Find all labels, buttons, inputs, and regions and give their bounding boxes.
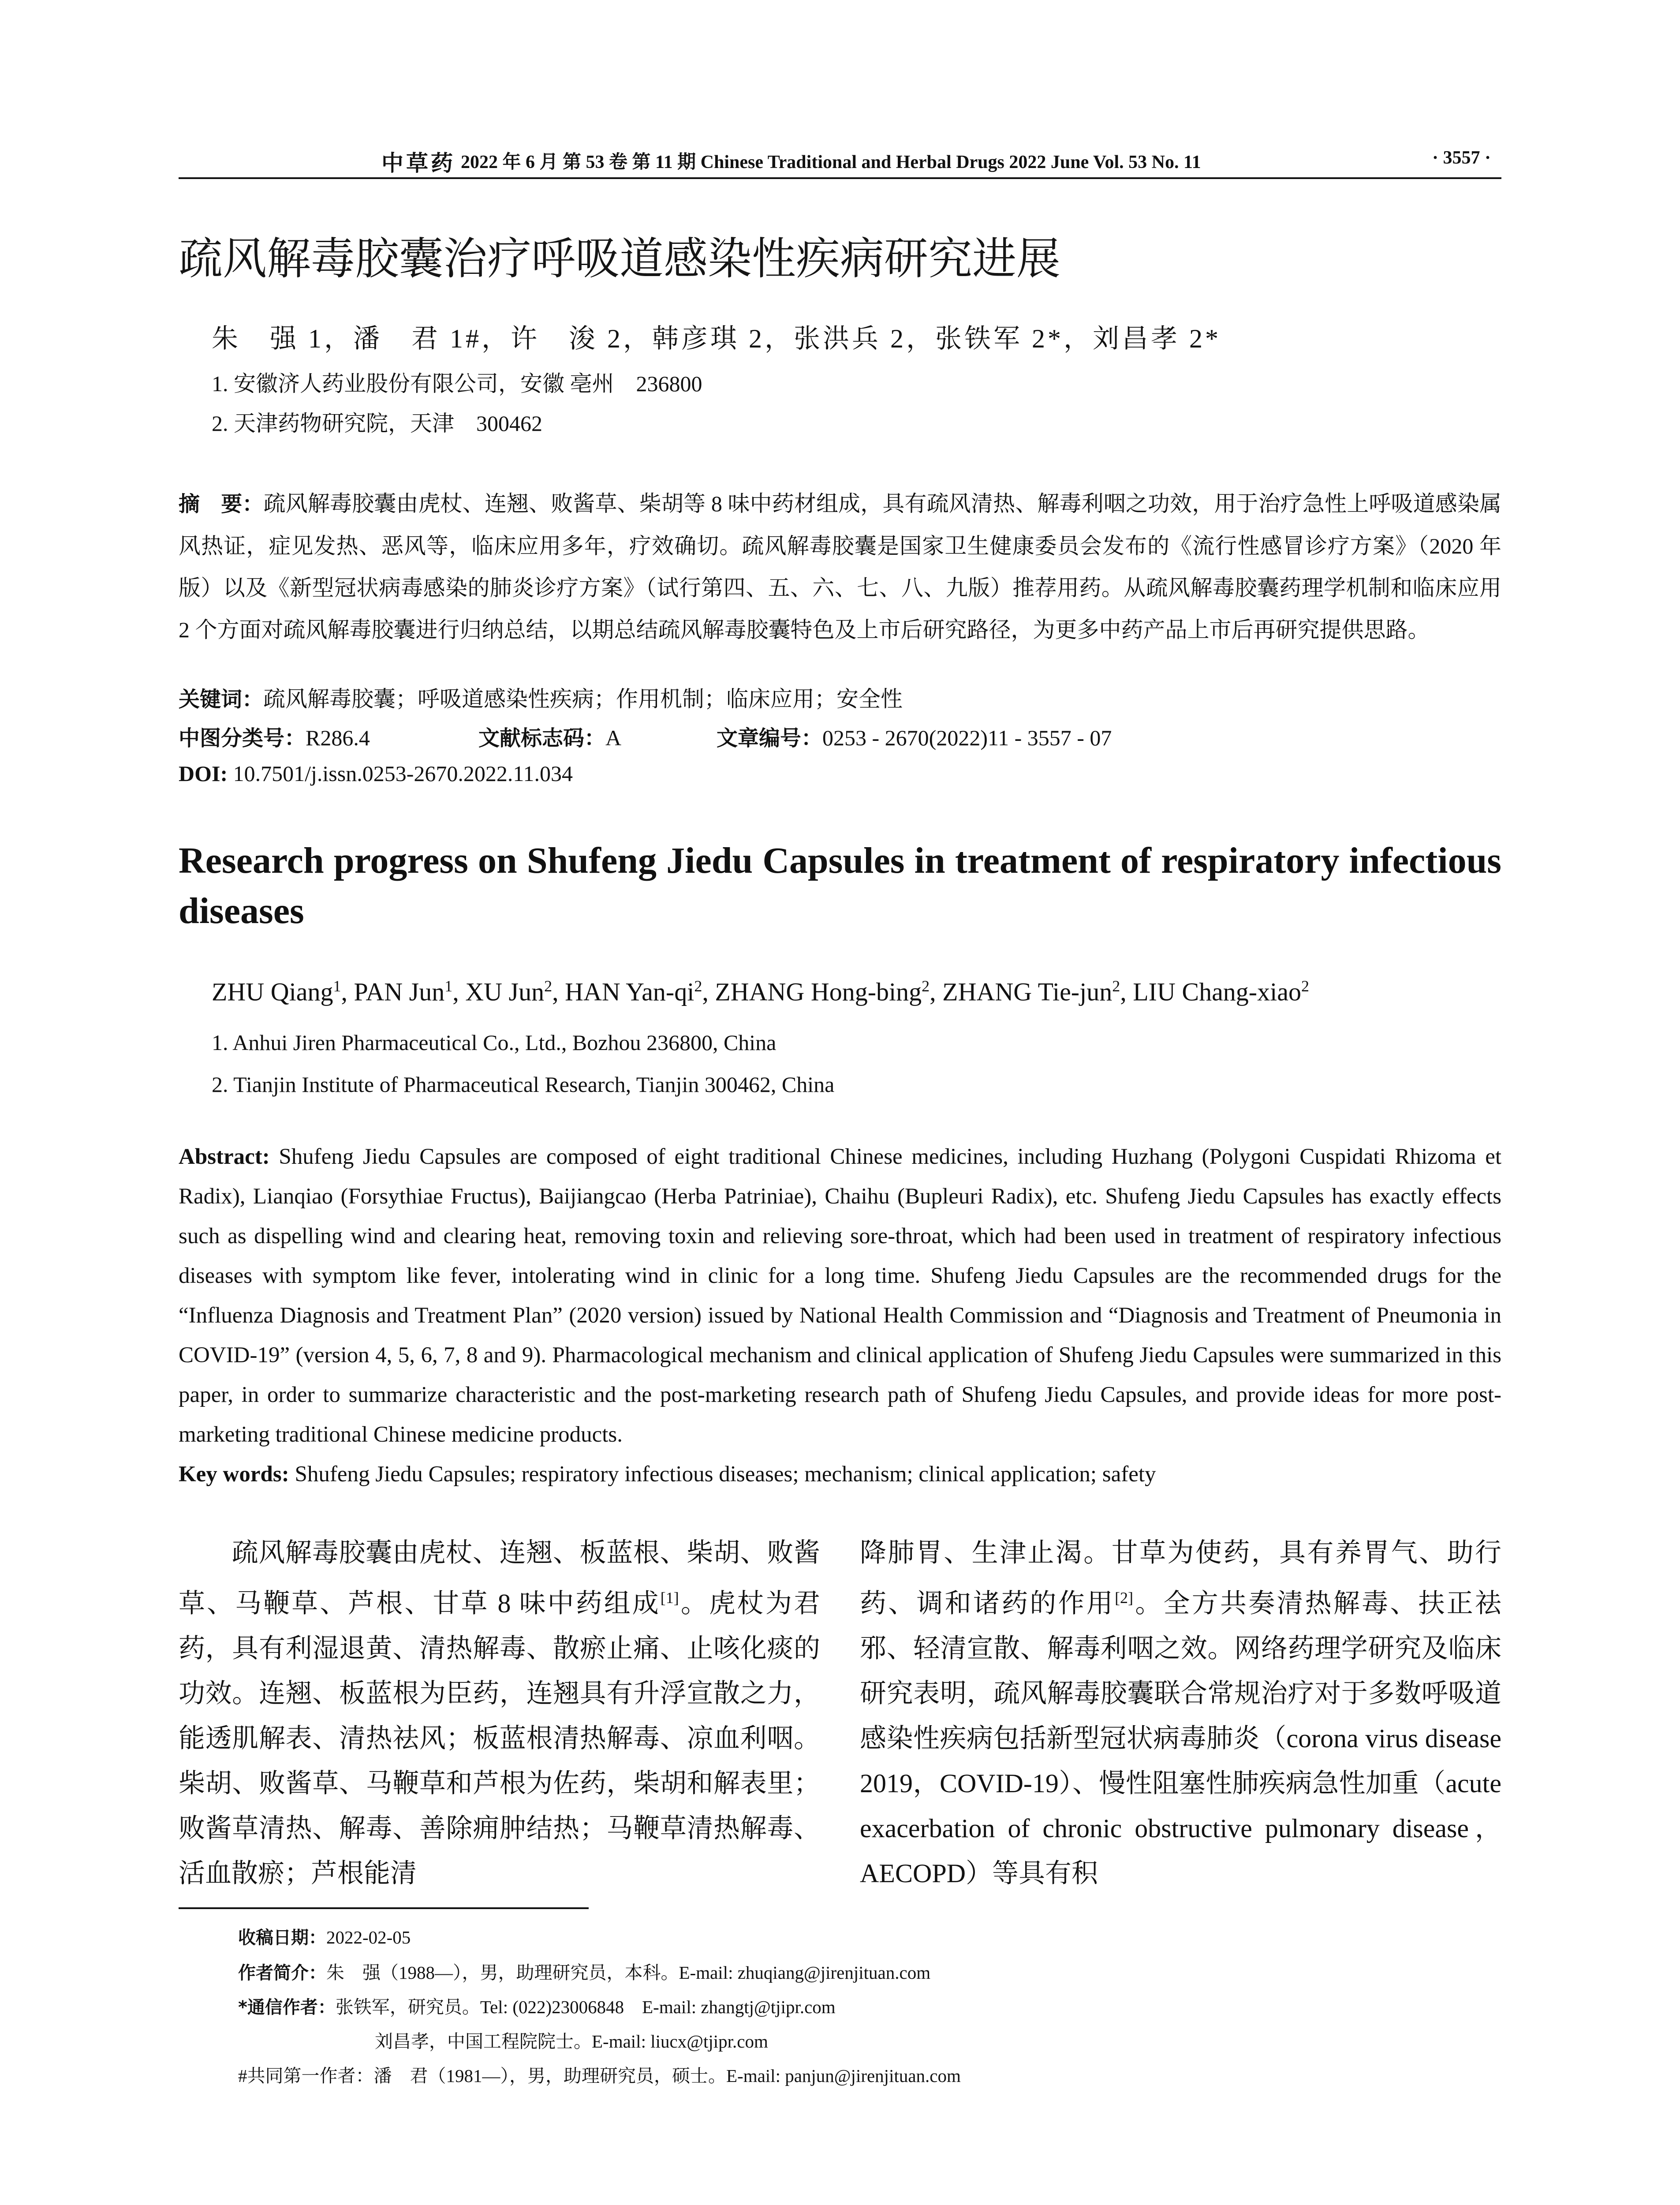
keywords-en-label: Key words: [179,1462,289,1487]
keywords-cn-label: 关键词： [179,687,264,712]
footnote-co-first-author: #共同第一作者：潘 君（1981—），男，助理研究员，硕士。E-mail: panjun@jirenjituan.com [238,2066,961,2086]
article-number-label: 文章编号： [717,726,823,751]
article-number-value: 0253 - 2670(2022)11 - 3557 - 07 [822,725,1112,750]
author-en: PAN Jun [354,977,445,1006]
author-en: XU Jun [465,977,545,1006]
bio-value: 朱 强（1988—），男，助理研究员，本科。E-mail: zhuqiang@jirenjituan.com [326,1962,931,1983]
footnote-corresponding [238,1992,836,2018]
author-aff-mark: 1 [444,977,453,995]
header-rule [179,177,1501,179]
author-en: ZHANG Tie-jun [942,977,1113,1006]
classification-line [179,721,1501,751]
footnote-rule [179,1907,589,1909]
journal-name-cn: 中草药 [381,151,455,176]
body-column-right [860,1530,1501,1896]
body-column-left [179,1530,820,1896]
citation-ref[interactable]: [1] [660,1589,679,1607]
keywords-cn [179,681,903,713]
affiliation-cn-1: 1. 安徽济人药业股份有限公司，安徽 亳州 236800 [212,371,702,396]
affiliation-en-1: 1. Anhui Jiren Pharmaceutical Co., Ltd., Bozhou 236800, China [212,1030,777,1055]
body-text: 。虎杖为君药，具有利湿退黄、清热解毒、散瘀止痛、止咳化痰的功效。连翘、板蓝根为臣药，连翘具有升浮宣散之力，能透肌解表、清热祛风；板蓝根清热解毒、凉血利咽。柴胡、败酱草、马鞭草和芦根为佐药，柴胡和解表里；败酱草清热、解毒、善除痈肿结热；马鞭草清热解毒、活血散瘀；芦根能清 [179,1589,821,1888]
doi-label: DOI: [179,761,228,786]
author-aff-mark: 2 [922,977,930,995]
footnote-author-bio [238,1958,930,1984]
author-en: ZHANG Hong-bing [715,977,922,1006]
author-list-en: ZHU Qiang$^1$, PAN Jun$^1$, XU Jun$^2$, HAN Yan-$qi^2$, ZHANG Hong-bing$^2$, ZHANG Tie-jun$^2$, LIU Chang-xiao$^2$ [212,977,1309,1006]
received-value: 2022-02-05 [326,1927,411,1947]
bio-label: 作者简介： [238,1963,326,1983]
author-aff-mark: 2 [544,977,553,995]
corresponding-label: *通信作者： [238,1997,336,2018]
author-en: HAN Yan-qi [565,977,694,1006]
corresponding-value-1: 张铁军，研究员。Tel: (022)23006848 E-mail: zhangtj@tjipr.com [335,1997,836,2017]
issue-line: 2022 年 6 月 第 53 卷 第 11 期 Chinese Traditional and Herbal Drugs 2022 June Vol. 53 No. 11 [461,152,1201,172]
author-aff-mark: 2 [694,977,702,995]
doi-value: 10.7501/j.issn.0253-2670.2022.11.034 [233,761,573,786]
author-aff-mark: 1 [333,977,341,995]
author-en: LIU Chang-xiao [1133,977,1301,1006]
abstract-en-label: Abstract: [179,1144,270,1169]
author-aff-mark: 2 [1112,977,1120,995]
doi-line [179,761,573,786]
article-title-en: Research progress on Shufeng Jiedu Capsules in treatment of respiratory infectious diseases [179,840,1501,931]
abstract-cn-label: 摘 要： [179,492,264,516]
article-title-cn: 疏风解毒胶囊治疗呼吸道感染性疾病研究进展 [179,233,1060,284]
doc-code [478,721,621,751]
article-number [717,721,1112,751]
doc-code-value: A [605,725,622,750]
affiliation-cn-2: 2. 天津药物研究院，天津 300462 [212,411,542,436]
page-number: · 3557 · [1432,148,1491,168]
abstract-cn-text: 疏风解毒胶囊由虎杖、连翘、败酱草、柴胡等 8 味中药材组成，具有疏风清热、解毒利咽之功效，用于治疗急性上呼吸道感染属风热证，症见发热、恶风等，临床应用多年，疗效确切。疏风解毒胶囊是国家卫生健康委员会发布的《流行性感冒诊疗方案》（2020 年版）以及《新型冠状病毒感染的肺炎诊疗方案》（试行第四、五、六、七、八、九版）推荐用药。从疏风解毒胶囊药理学机制和临床应用 2 个方面对疏风解毒胶囊进行归纳总结，以期总结疏风解毒胶囊特色及上市后研究路径，为更多中药产品上市后再研究提供思路。 [179,491,1501,642]
clc-value: R286.4 [306,725,370,750]
body-text: 。全方共奏清热解毒、扶正祛邪、轻清宣散、解毒利咽之效。网络药理学研究及临床研究表明，疏风解毒胶囊联合常规治疗对于多数呼吸道感染性疾病包括新型冠状病毒肺炎（corona virus disease 2019，COVID-19）、慢性阻塞性肺疾病急性加重（acute exacerbation of chronic obstructive pulmonary disease，AECOPD）等具有积 [860,1589,1502,1888]
clc-label: 中图分类号： [179,726,306,751]
abstract-en-text: Shufeng Jiedu Capsules are composed of eight traditional Chinese medicines, including Huzhang (Polygoni Cuspidati Rhizoma et Radix), Lianqiao (Forsythiae Fructus), Baijiangcao (Herba Patriniae), Chaihu (Bupleuri Radix), etc. Shufeng Jiedu Capsules has exactly effects such as dispelling wind and clearing heat, removing toxin and relieving sore-throat, which had been used in treatment of respiratory infectious diseases with symptom like fever, intolerating wind in clinic for a long time. Shufeng Jiedu Capsules are the recommended drugs for the “Influenza Diagnosis and Treatment Plan” (2020 version) issued by National Health Commission and “Diagnosis and Treatment of Pneumonia in COVID-19” (version 4, 5, 6, 7, 8 and 9). Pharmacological mechanism and clinical application of Shufeng Jiedu Capsules were summarized in this paper, in order to summarize characteristic and the post-marketing research path of Shufeng Jiedu Capsules, and provide ideas for more post-marketing traditional Chinese medicine products. [179,1144,1502,1447]
body-text: 降肺胃、生津止渴。甘草为使药，具有养胃气、助行药、调和诸药的作用 [860,1538,1501,1618]
received-label: 收稿日期： [238,1928,326,1948]
running-header [179,146,1501,176]
footnote-received [238,1924,411,1949]
author-aff-mark: 2 [1301,977,1309,995]
body-text: 疏风解毒胶囊由虎杖、连翘、板蓝根、柴胡、败酱草、马鞭草、芦根、甘草 8 味中药组成 [179,1538,820,1618]
doc-code-label: 文献标志码： [478,726,606,751]
author-en: ZHU Qiang [212,977,333,1006]
citation-ref[interactable]: [2] [1115,1589,1134,1607]
author-list-cn: 朱 强 1，潘 君 1#，许 浚 2，韩彦琪 2，张洪兵 2，张铁军 2*，刘昌孝 2* [212,324,1221,353]
affiliation-en-2: 2. Tianjin Institute of Pharmaceutical Research, Tianjin 300462, China [212,1072,835,1097]
keywords-cn-text: 疏风解毒胶囊；呼吸道感染性疾病；作用机制；临床应用；安全性 [263,687,903,711]
keywords-en-text: Shufeng Jiedu Capsules; respiratory infectious diseases; mechanism; clinical application; safety [295,1462,1156,1487]
abstract-en [179,1137,1501,1494]
footnote-corresponding-2: 刘昌孝，中国工程院院士。E-mail: liucx@tjipr.com [375,2031,768,2052]
abstract-cn [179,483,1501,651]
